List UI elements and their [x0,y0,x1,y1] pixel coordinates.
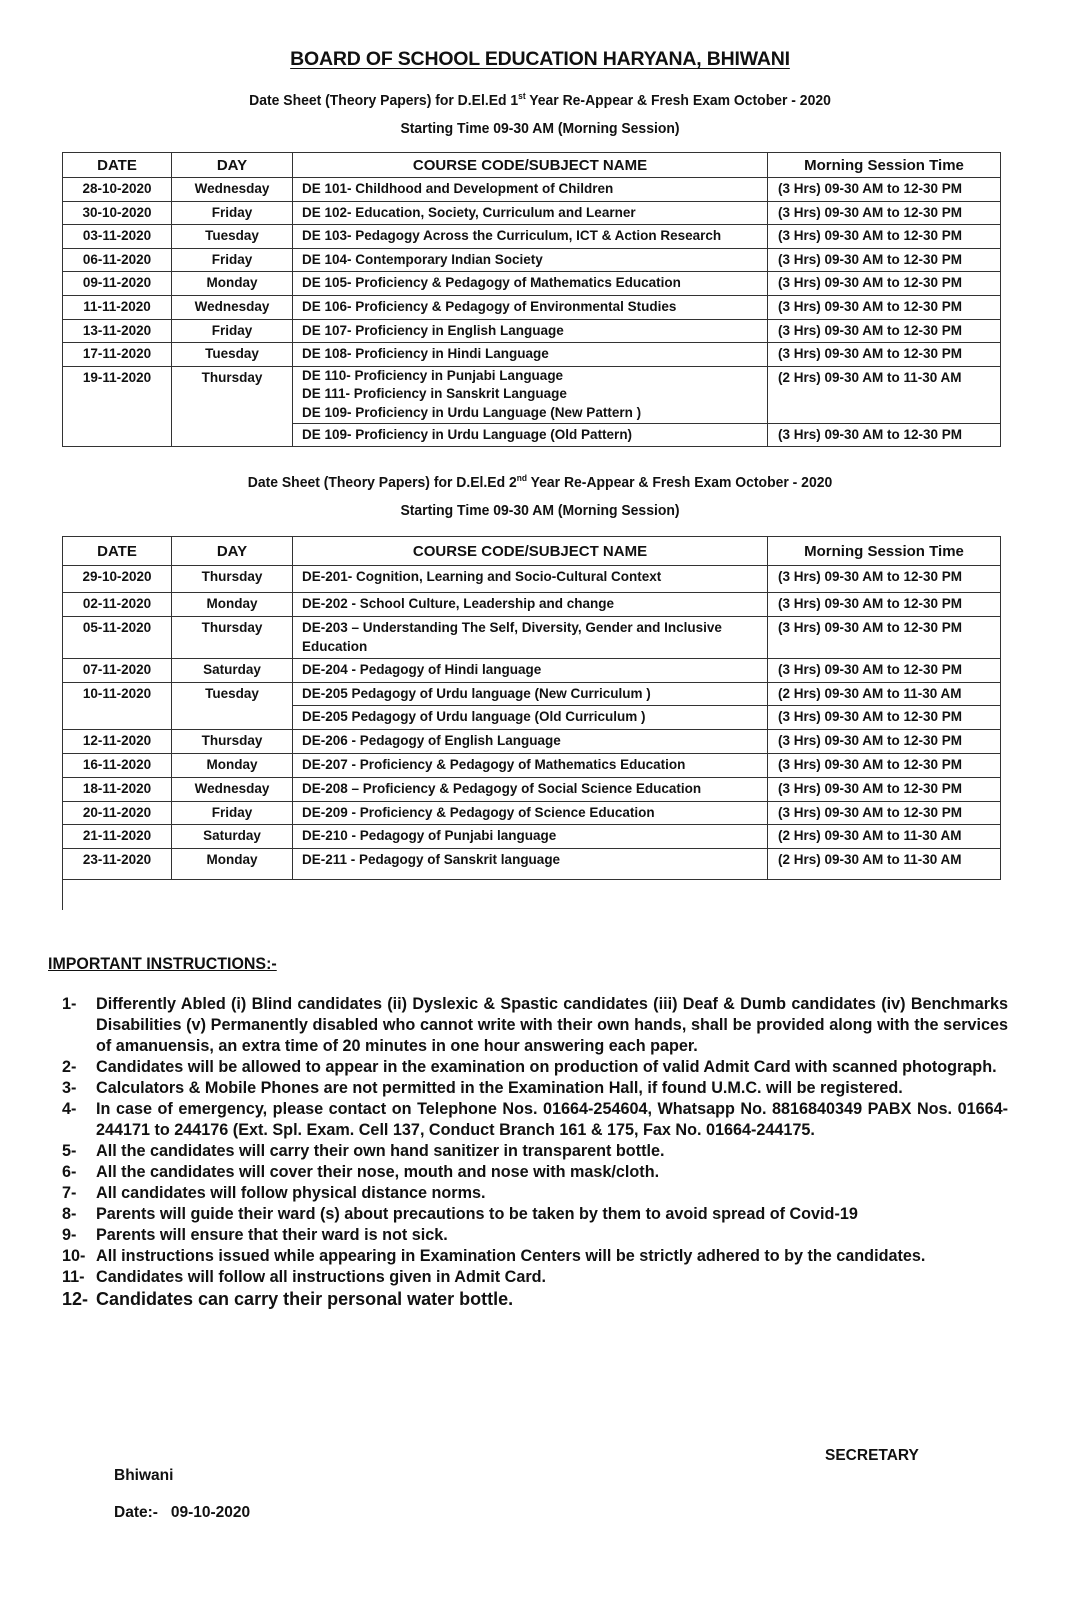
sheet2-title-post: Year Re-Appear & Fresh Exam October - 2020 [526,474,833,491]
instruction-text: All the candidates will cover their nose, mouth and nose with mask/cloth. [96,1163,660,1181]
table-row [63,201,1001,225]
instruction-number: 7- [62,1184,77,1202]
table-row [63,366,1001,423]
exam-date: 09-11-2020 [63,272,172,296]
instruction-item [62,1225,1008,1246]
session-time: (2 Hrs) 09-30 AM to 11-30 AM [768,682,1001,706]
session-time: (3 Hrs) 09-30 AM to 12-30 PM [768,248,1001,272]
table-stub-line [62,880,63,910]
exam-day: Saturday [172,658,293,682]
exam-day: Thursday [172,616,293,658]
session-time: (3 Hrs) 09-30 AM to 12-30 PM [768,178,1001,202]
sheet1-starting-time: Starting Time 09-30 AM (Morning Session) [400,120,680,137]
subject-name: DE-207 - Proficiency & Pedagogy of Mathematics Education [293,753,768,777]
issue-date-value: 09-10-2020 [170,1504,251,1521]
exam-date: 07-11-2020 [63,658,172,682]
session-time: (3 Hrs) 09-30 AM to 12-30 PM [768,616,1001,658]
exam-day: Thursday [172,730,293,754]
exam-day: Wednesday [172,295,293,319]
table-row [63,343,1001,367]
session-time: (3 Hrs) 09-30 AM to 12-30 PM [768,319,1001,343]
sheet2-starting-time: Starting Time 09-30 AM (Morning Session) [400,502,680,519]
instruction-item [62,1267,1008,1288]
table-row [63,777,1001,801]
table-row [63,593,1001,617]
exam-day: Thursday [172,566,293,593]
exam-day: Tuesday [172,682,293,730]
session-time: (3 Hrs) 09-30 AM to 12-30 PM [768,777,1001,801]
sheet1-title [38,91,1042,109]
instruction-number: 12- [62,1289,89,1309]
subject-name: DE-202 - School Culture, Leadership and change [293,593,768,617]
instruction-number: 4- [62,1100,77,1118]
instruction-text: All instructions issued while appearing in Examination Centers will be strictly adhered to by the candidates. [96,1247,926,1265]
board-title-text: BOARD OF SCHOOL EDUCATION HARYANA, BHIWANI [290,48,790,70]
subject-name: DE 106- Proficiency & Pedagogy of Environmental Studies [293,295,768,319]
instruction-item [62,1099,1008,1141]
session-time: (3 Hrs) 09-30 AM to 12-30 PM [768,343,1001,367]
col-header-day: DAY [172,153,293,178]
instruction-item [62,1183,1008,1204]
instruction-text: Candidates will be allowed to appear in the examination on production of valid Admit Card with scanned photograph. [96,1058,997,1076]
instruction-text: Candidates will follow all instructions given in Admit Card. [96,1268,547,1286]
table-row [63,272,1001,296]
instruction-item [62,1246,1008,1267]
exam-date: 13-11-2020 [63,319,172,343]
subject-name: DE 110- Proficiency in Punjabi Language [302,367,564,383]
col-header-date: DATE [63,153,172,178]
exam-day: Monday [172,272,293,296]
instruction-number: 8- [62,1205,77,1223]
instruction-item [62,1057,1008,1078]
session-time: (3 Hrs) 09-30 AM to 12-30 PM [768,706,1001,730]
instruction-item [62,1162,1008,1183]
subject-name: DE 109- Proficiency in Urdu Language (Old Pattern) [293,423,768,447]
exam-day: Friday [172,801,293,825]
sheet2-title-sup: nd [516,473,527,483]
instruction-item [62,1204,1008,1225]
table-row [63,319,1001,343]
exam-day: Monday [172,593,293,617]
col-header-subject: COURSE CODE/SUBJECT NAME [293,153,768,178]
subject-name: DE 101- Childhood and Development of Children [293,178,768,202]
table-row [63,730,1001,754]
exam-date: 21-11-2020 [63,825,172,849]
exam-day: Wednesday [172,178,293,202]
instruction-item [62,1141,1008,1162]
table-row [63,849,1001,880]
subject-name: DE-206 - Pedagogy of English Language [293,730,768,754]
subject-name: DE-203 – Understanding The Self, Diversity, Gender and Inclusive Education [293,616,768,658]
exam-date: 02-11-2020 [63,593,172,617]
sheet2-table [62,536,1001,880]
table-row [63,566,1001,593]
subject-name: DE 102- Education, Society, Curriculum and Learner [293,201,768,225]
exam-day: Friday [172,201,293,225]
session-time: (2 Hrs) 09-30 AM to 11-30 AM [768,825,1001,849]
instruction-text: All the candidates will carry their own hand sanitizer in transparent bottle. [96,1142,665,1160]
subject-name: DE-201- Cognition, Learning and Socio-Cultural Context [293,566,768,593]
instruction-number: 9- [62,1226,77,1244]
subject-name: DE 111- Proficiency in Sanskrit Language [302,386,567,402]
exam-date: 10-11-2020 [63,682,172,730]
table-header-row [63,153,1001,178]
issue-date-label: Date:- [114,1504,158,1521]
board-title [0,48,1080,71]
subject-name: DE 109- Proficiency in Urdu Language (New Pattern ) [302,405,642,421]
sheet1-title-pre: Date Sheet (Theory Papers) for D.El.Ed 1 [249,92,519,109]
table-row [63,248,1001,272]
exam-date: 19-11-2020 [63,366,172,447]
sheet2-title [38,473,1042,491]
sheet2-title-pre: Date Sheet (Theory Papers) for D.El.Ed 2 [247,474,517,491]
session-time: (3 Hrs) 09-30 AM to 12-30 PM [768,593,1001,617]
instruction-text: All candidates will follow physical distance norms. [96,1184,486,1202]
subject-name: DE-211 - Pedagogy of Sanskrit language [293,849,768,880]
table-row [63,225,1001,249]
subject-name: DE 105- Proficiency & Pedagogy of Mathematics Education [293,272,768,296]
exam-day: Tuesday [172,343,293,367]
subject-name: DE-210 - Pedagogy of Punjabi language [293,825,768,849]
exam-day: Thursday [172,366,293,447]
session-time: (2 Hrs) 09-30 AM to 11-30 AM [768,849,1001,880]
session-time: (3 Hrs) 09-30 AM to 12-30 PM [768,295,1001,319]
session-time: (3 Hrs) 09-30 AM to 12-30 PM [768,566,1001,593]
table-row [63,825,1001,849]
exam-date: 12-11-2020 [63,730,172,754]
exam-date: 28-10-2020 [63,178,172,202]
instruction-item [62,1288,1008,1311]
session-time: (3 Hrs) 09-30 AM to 12-30 PM [768,753,1001,777]
instruction-number: 6- [62,1163,77,1181]
col-header-day: DAY [172,537,293,566]
subject-name: DE-205 Pedagogy of Urdu language (New Curriculum ) [293,682,768,706]
session-time: (2 Hrs) 09-30 AM to 11-30 AM [768,366,1001,423]
exam-date: 03-11-2020 [63,225,172,249]
col-header-time: Morning Session Time [768,153,1001,178]
instruction-number: 2- [62,1058,77,1076]
table-row [63,682,1001,706]
instructions-heading: IMPORTANT INSTRUCTIONS:- [48,954,277,973]
session-time: (3 Hrs) 09-30 AM to 12-30 PM [768,801,1001,825]
subject-list [302,367,761,423]
table-row [63,295,1001,319]
table-row [63,616,1001,658]
exam-date: 05-11-2020 [63,616,172,658]
session-time: (3 Hrs) 09-30 AM to 12-30 PM [768,423,1001,447]
subject-group [293,366,768,423]
col-header-date: DATE [63,537,172,566]
sheet1-title-post: Year Re-Appear & Fresh Exam October - 2020 [525,92,831,109]
session-time: (3 Hrs) 09-30 AM to 12-30 PM [768,730,1001,754]
table-header-row [63,537,1001,566]
exam-day: Friday [172,248,293,272]
table-row [63,753,1001,777]
signatory: SECRETARY [825,1447,919,1464]
session-time: (3 Hrs) 09-30 AM to 12-30 PM [768,658,1001,682]
session-time: (3 Hrs) 09-30 AM to 12-30 PM [768,225,1001,249]
exam-day: Saturday [172,825,293,849]
instruction-number: 3- [62,1079,77,1097]
exam-date: 29-10-2020 [63,566,172,593]
exam-date: 18-11-2020 [63,777,172,801]
instruction-text: Calculators & Mobile Phones are not permitted in the Examination Hall, if found U.M.C. will be registered. [96,1079,903,1097]
table-row [63,658,1001,682]
instruction-text: Parents will ensure that their ward is not sick. [96,1226,448,1244]
subject-name: DE-204 - Pedagogy of Hindi language [293,658,768,682]
instruction-item [62,994,1008,1057]
place: Bhiwani [114,1467,174,1484]
col-header-time: Morning Session Time [768,537,1001,566]
instruction-item [62,1078,1008,1099]
exam-date: 11-11-2020 [63,295,172,319]
session-time: (3 Hrs) 09-30 AM to 12-30 PM [768,272,1001,296]
subject-name: DE-205 Pedagogy of Urdu language (Old Curriculum ) [293,706,768,730]
instruction-text: In case of emergency, please contact on Telephone Nos. 01664-254604, Whatsapp No. 8816840349 PABX Nos. 01664-244171 to 244176 (Ext. Spl. Exam. Cell 137, Conduct Branch 161 & 175, Fax No. 01664-244175. [96,1100,1008,1139]
exam-day: Wednesday [172,777,293,801]
exam-date: 23-11-2020 [63,849,172,880]
instruction-text: Candidates can carry their personal water bottle. [96,1289,514,1309]
exam-day: Friday [172,319,293,343]
exam-day: Tuesday [172,225,293,249]
instruction-text: Parents will guide their ward (s) about precautions to be taken by them to avoid spread of Covid-19 [96,1205,858,1223]
issue-date [114,1504,250,1522]
exam-date: 06-11-2020 [63,248,172,272]
subject-name: DE-209 - Proficiency & Pedagogy of Science Education [293,801,768,825]
instructions-list [62,994,1008,1311]
exam-day: Monday [172,849,293,880]
instruction-number: 10- [62,1247,86,1265]
instruction-number: 11- [62,1268,85,1286]
session-time: (3 Hrs) 09-30 AM to 12-30 PM [768,201,1001,225]
instruction-number: 1- [62,995,77,1013]
subject-name: DE-208 – Proficiency & Pedagogy of Social Science Education [293,777,768,801]
exam-date: 30-10-2020 [63,201,172,225]
table-row [63,178,1001,202]
sheet1-title-sup: st [518,91,526,101]
subject-name: DE 104- Contemporary Indian Society [293,248,768,272]
instruction-text: Differently Abled (i) Blind candidates (ii) Dyslexic & Spastic candidates (iii) Deaf & Dumb candidates (iv) Benchmarks Disabilities (v) Permanently disabled who cannot write with their own hands, shall be provided along with the services of amanuensis, an extra time of 20 minutes in one hour answering each paper. [96,995,1008,1055]
col-header-subject: COURSE CODE/SUBJECT NAME [293,537,768,566]
exam-date: 16-11-2020 [63,753,172,777]
exam-date: 20-11-2020 [63,801,172,825]
exam-date: 17-11-2020 [63,343,172,367]
subject-name: DE 108- Proficiency in Hindi Language [293,343,768,367]
table-row [63,801,1001,825]
instruction-number: 5- [62,1142,77,1160]
subject-name: DE 103- Pedagogy Across the Curriculum, ICT & Action Research [293,225,768,249]
subject-name: DE 107- Proficiency in English Language [293,319,768,343]
exam-day: Monday [172,753,293,777]
sheet1-table [62,152,1001,447]
